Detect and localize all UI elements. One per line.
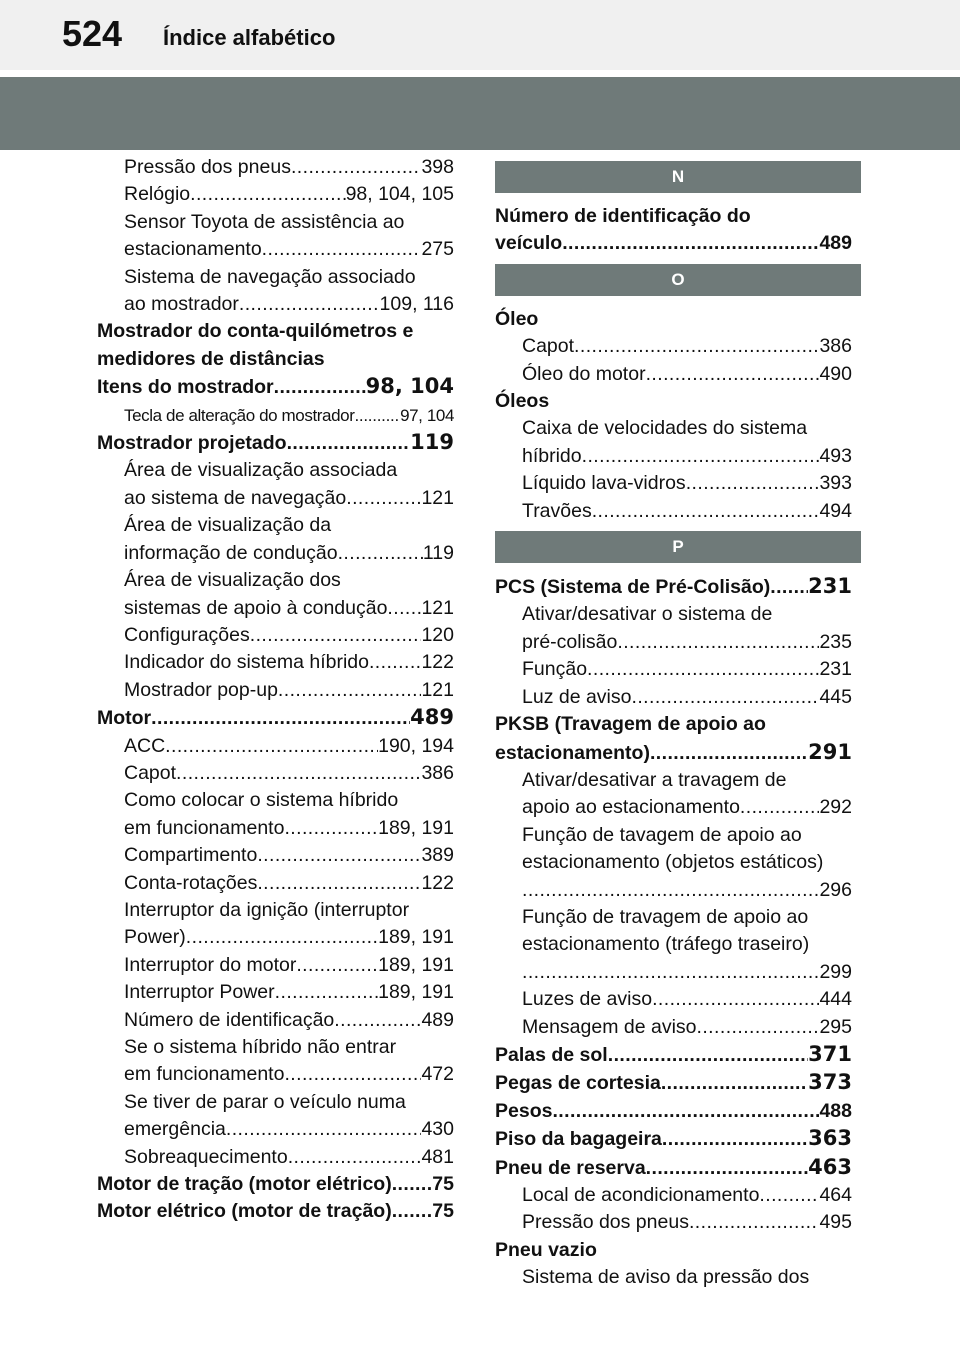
page-reference[interactable]: 444 xyxy=(819,988,852,1011)
index-subentry: Área de visualização associada xyxy=(124,459,398,482)
page-reference[interactable]: 495 xyxy=(819,1211,852,1234)
dot-leader xyxy=(686,470,820,497)
page-reference[interactable]: 489 xyxy=(421,1008,454,1031)
entry-text: híbrido xyxy=(522,444,582,467)
entry-text: Mensagem de aviso xyxy=(522,1015,697,1038)
page-reference[interactable]: 189, 191 xyxy=(378,981,454,1004)
page-reference[interactable]: 122 xyxy=(421,871,454,894)
entry-text: Palas de sol xyxy=(495,1043,608,1066)
index-subentry xyxy=(495,959,852,986)
index-subentry: estacionamento (objetos estáticos) xyxy=(522,851,824,874)
dot-leader xyxy=(278,677,422,704)
page-reference[interactable]: 386 xyxy=(421,761,454,784)
page-title: Índice alfabético xyxy=(163,25,336,50)
index-subentry xyxy=(97,842,454,869)
dot-leader xyxy=(650,740,808,767)
page-reference[interactable]: 231 xyxy=(819,658,852,681)
dot-leader xyxy=(759,1182,819,1209)
index-subentry xyxy=(97,1144,454,1171)
index-subentry xyxy=(97,649,454,676)
index-subentry xyxy=(97,924,454,951)
entry-text: pré-colisão xyxy=(522,630,618,653)
page-reference[interactable]: 398 xyxy=(421,156,454,178)
index-subentry xyxy=(495,1182,852,1209)
index-subentry xyxy=(495,443,852,470)
entry-text: Itens do mostrador xyxy=(97,376,274,399)
dot-leader xyxy=(354,402,400,429)
entry-text: Sobreaquecimento xyxy=(124,1145,288,1168)
page-reference[interactable]: 373 xyxy=(808,1070,852,1095)
page-reference[interactable]: 296 xyxy=(819,878,852,901)
entry-text: Relógio xyxy=(124,183,191,206)
dot-leader xyxy=(176,760,421,787)
dot-leader xyxy=(284,815,378,842)
dot-leader xyxy=(190,181,345,208)
page-reference[interactable]: 291 xyxy=(808,739,852,764)
index-subentry: Caixa de velocidades do sistema xyxy=(522,417,808,440)
dot-leader xyxy=(587,656,819,683)
entry-text: Capot xyxy=(522,335,575,358)
index-column-right xyxy=(495,154,852,1292)
page-reference[interactable]: 189, 191 xyxy=(378,953,454,976)
page-reference[interactable]: 393 xyxy=(819,472,852,495)
entry-text: Power) xyxy=(124,926,186,949)
index-entry xyxy=(97,1198,454,1225)
index-subentry: Sensor Toyota de assistência ao xyxy=(124,210,405,233)
dot-leader xyxy=(288,1144,422,1171)
entry-text: Capot xyxy=(124,761,177,784)
index-entry xyxy=(495,1098,852,1125)
entry-text: Óleo do motor xyxy=(522,362,646,385)
dot-leader xyxy=(617,629,819,656)
dot-leader xyxy=(186,924,378,951)
dot-leader xyxy=(296,952,378,979)
dot-leader xyxy=(740,794,820,821)
index-subentry xyxy=(97,402,454,429)
index-entry: PKSB (Travagem de apoio ao xyxy=(495,713,766,736)
dot-leader xyxy=(392,1198,433,1225)
index-entry xyxy=(495,1069,852,1097)
index-subentry xyxy=(97,1061,454,1088)
page-reference[interactable]: 75 xyxy=(432,1200,454,1223)
index-entry xyxy=(97,1171,454,1198)
entry-text: Líquido lava-vidros xyxy=(522,472,686,495)
dot-leader xyxy=(552,1098,819,1125)
entry-text: ACC xyxy=(124,734,166,757)
dot-leader xyxy=(346,485,421,512)
entry-text: sistemas de apoio à condução xyxy=(124,596,388,619)
index-subentry xyxy=(97,181,454,208)
page-reference[interactable]: 97, 104 xyxy=(400,405,454,425)
dot-leader xyxy=(262,236,422,263)
index-subentry: Função de travagem de apoio ao xyxy=(522,905,809,928)
dot-leader xyxy=(275,979,378,1006)
page-reference[interactable]: 464 xyxy=(819,1184,852,1206)
page-reference[interactable]: 445 xyxy=(819,685,852,708)
dot-leader xyxy=(338,540,423,567)
entry-text: informação de condução xyxy=(124,541,338,564)
entry-text: Configurações xyxy=(124,623,250,646)
index-entry: Mostrador do conta-quilómetros e xyxy=(97,320,414,343)
index-subentry: Área de visualização da xyxy=(124,514,332,537)
dot-leader xyxy=(522,877,819,904)
index-subentry xyxy=(97,733,454,760)
entry-text: Tecla de alteração do mostrador xyxy=(124,405,355,425)
page-reference[interactable]: 488 xyxy=(819,1099,852,1122)
index-subentry: Como colocar o sistema híbrido xyxy=(124,789,399,812)
index-subentry xyxy=(97,540,454,567)
page-reference[interactable]: 120 xyxy=(421,623,454,646)
entry-text: Luz de aviso xyxy=(522,685,632,708)
index-subentry xyxy=(97,870,454,897)
index-subentry xyxy=(97,1116,454,1143)
index-subentry xyxy=(97,979,454,1006)
index-subentry xyxy=(97,815,454,842)
index-subentry xyxy=(97,595,454,622)
page-reference[interactable]: 189, 191 xyxy=(378,926,454,949)
dot-leader xyxy=(392,1171,433,1198)
index-subentry xyxy=(495,333,852,360)
dot-leader xyxy=(697,1014,820,1041)
index-subentry: Sistema de aviso da pressão dos xyxy=(522,1266,810,1289)
index-entry: Óleo xyxy=(495,307,539,330)
entry-text: ao sistema de navegação xyxy=(124,486,347,509)
dot-leader xyxy=(226,1116,422,1143)
page-reference[interactable]: 430 xyxy=(421,1118,454,1141)
entry-text: Conta-rotações xyxy=(124,871,258,894)
index-entry: Número de identificação do xyxy=(495,205,751,227)
dot-leader xyxy=(652,986,819,1013)
page-reference[interactable]: 121 xyxy=(421,678,454,701)
index-subentry xyxy=(495,986,852,1013)
dot-leader xyxy=(661,1070,808,1097)
index-entry xyxy=(495,230,852,257)
page-reference[interactable]: 121 xyxy=(421,596,454,619)
index-subentry xyxy=(97,485,454,512)
page-reference[interactable]: 490 xyxy=(819,362,852,385)
index-entry xyxy=(97,373,454,401)
page-reference[interactable]: 235 xyxy=(819,630,852,653)
index-subentry: Função de tavagem de apoio ao xyxy=(522,823,802,846)
page-reference[interactable]: 389 xyxy=(421,844,454,867)
entry-text: Pressão dos pneus xyxy=(522,1211,689,1234)
index-subentry xyxy=(495,794,852,821)
index-entry xyxy=(495,1154,852,1182)
entry-text: estacionamento) xyxy=(495,741,650,764)
dot-leader xyxy=(689,1209,820,1236)
page-reference[interactable]: 489 xyxy=(410,705,454,730)
index-subentry xyxy=(97,154,454,181)
entry-text: estacionamento xyxy=(124,238,262,261)
index-subentry xyxy=(97,622,454,649)
entry-text: Mostrador projetado xyxy=(97,432,287,455)
index-column-left xyxy=(97,154,454,1226)
header-band xyxy=(0,77,960,150)
index-entry xyxy=(495,1041,852,1069)
index-entry xyxy=(495,573,852,601)
dot-leader xyxy=(165,733,378,760)
index-subentry xyxy=(495,1014,852,1041)
entry-text: ao mostrador xyxy=(124,293,239,316)
page-reference[interactable]: 75 xyxy=(432,1173,454,1196)
index-subentry: estacionamento (tráfego traseiro) xyxy=(522,933,810,956)
dot-leader xyxy=(369,649,421,676)
index-subentry xyxy=(495,470,852,497)
dot-leader xyxy=(387,595,421,622)
page-reference[interactable]: 489 xyxy=(819,232,852,255)
dot-leader xyxy=(257,870,421,897)
entry-text: emergência xyxy=(124,1118,226,1141)
entry-text: Motor de tração (motor elétrico) xyxy=(97,1173,392,1196)
entry-text: apoio ao estacionamento xyxy=(522,796,740,819)
page-reference[interactable]: 481 xyxy=(421,1145,454,1168)
page-reference[interactable]: 363 xyxy=(808,1126,852,1151)
entry-text: em funcionamento xyxy=(124,816,285,839)
index-entry: medidores de distâncias xyxy=(97,347,325,370)
dot-leader xyxy=(662,1126,808,1153)
dot-leader xyxy=(284,1061,421,1088)
entry-text: PCS (Sistema de Pré-Colisão) xyxy=(495,576,771,599)
dot-leader xyxy=(632,684,820,711)
section-letter-o: O xyxy=(495,264,861,296)
entry-text: Local de acondicionamento xyxy=(522,1184,760,1206)
page-reference[interactable]: 472 xyxy=(421,1063,454,1086)
dot-leader xyxy=(770,574,808,601)
page-reference[interactable]: 119 xyxy=(410,430,454,455)
index-subentry xyxy=(495,656,852,683)
index-subentry: Interruptor da ignição (interruptor xyxy=(124,898,410,921)
page-reference[interactable]: 371 xyxy=(808,1041,852,1066)
entry-text: Motor elétrico (motor de tração) xyxy=(97,1200,392,1223)
index-subentry xyxy=(97,236,454,263)
entry-text: Pneu de reserva xyxy=(495,1156,646,1179)
dot-leader xyxy=(646,1155,808,1182)
entry-text: Pressão dos pneus xyxy=(124,156,291,178)
page-reference[interactable]: 119 xyxy=(422,541,454,564)
index-subentry: Área de visualização dos xyxy=(124,569,341,592)
entry-text: em funcionamento xyxy=(124,1063,285,1086)
index-subentry xyxy=(495,684,852,711)
index-subentry xyxy=(495,1209,852,1236)
index-subentry xyxy=(97,291,454,318)
page-reference[interactable]: 109, 116 xyxy=(379,293,454,316)
index-subentry: Se o sistema híbrido não entrar xyxy=(124,1036,397,1058)
dot-leader xyxy=(608,1042,808,1069)
dot-leader xyxy=(592,498,820,525)
index-subentry xyxy=(495,629,852,656)
page-reference[interactable]: 231 xyxy=(808,574,852,599)
index-subentry xyxy=(495,498,852,525)
page-reference[interactable]: 494 xyxy=(819,499,852,522)
entry-text: Pegas de cortesia xyxy=(495,1072,661,1095)
index-subentry: Ativar/desativar a travagem de xyxy=(522,768,787,791)
entry-text: Interruptor do motor xyxy=(124,953,297,976)
page-reference[interactable]: 299 xyxy=(819,960,852,983)
index-subentry xyxy=(97,1007,454,1034)
entry-text: Luzes de aviso xyxy=(522,988,653,1011)
entry-text: Número de identificação xyxy=(124,1008,335,1031)
dot-leader xyxy=(287,430,411,457)
index-entry: Óleos xyxy=(495,390,550,413)
section-letter-n: N xyxy=(495,161,861,193)
index-entry xyxy=(97,429,454,457)
page-reference[interactable]: 292 xyxy=(819,796,852,819)
index-subentry xyxy=(495,361,852,388)
page-reference[interactable]: 275 xyxy=(421,238,454,261)
entry-text: Piso da bagageira xyxy=(495,1128,662,1151)
header-bar xyxy=(0,0,960,70)
page-reference[interactable]: 463 xyxy=(808,1154,852,1179)
page-reference[interactable]: 190, 194 xyxy=(378,734,454,757)
dot-leader xyxy=(291,154,422,181)
index-subentry: Ativar/desativar o sistema de xyxy=(522,603,773,626)
dot-leader xyxy=(582,443,820,470)
section-letter-p: P xyxy=(495,531,861,563)
page-reference[interactable]: 98, 104, 105 xyxy=(345,183,454,206)
dot-leader xyxy=(646,361,820,388)
page-reference[interactable]: 493 xyxy=(819,444,852,467)
entry-text: Interruptor Power xyxy=(124,981,275,1004)
entry-text: Indicador do sistema híbrido xyxy=(124,651,369,674)
index-subentry xyxy=(495,877,852,904)
index-subentry xyxy=(97,952,454,979)
entry-text: Travões xyxy=(522,499,592,522)
page-reference[interactable]: 98, 104 xyxy=(365,374,454,399)
entry-text: Função xyxy=(522,658,588,681)
entry-text: Mostrador pop-up xyxy=(124,678,278,701)
dot-leader xyxy=(151,705,410,732)
dot-leader xyxy=(250,622,422,649)
index-subentry: Se tiver de parar o veículo numa xyxy=(124,1090,406,1113)
index-entry xyxy=(97,704,454,732)
entry-text: veículo xyxy=(495,232,563,255)
dot-leader xyxy=(257,842,421,869)
dot-leader xyxy=(562,230,819,257)
dot-leader xyxy=(574,333,819,360)
index-subentry: Sistema de navegação associado xyxy=(124,265,416,288)
page-reference[interactable]: 121 xyxy=(421,486,454,509)
index-subentry xyxy=(97,760,454,787)
page-number: 524 xyxy=(62,13,123,54)
entry-text: Motor xyxy=(97,707,152,730)
dot-leader xyxy=(334,1007,421,1034)
entry-text: Pesos xyxy=(495,1099,553,1122)
entry-text: Compartimento xyxy=(124,844,258,867)
page-reference[interactable]: 122 xyxy=(421,651,454,674)
dot-leader xyxy=(239,291,380,318)
index-entry xyxy=(495,1125,852,1153)
dot-leader xyxy=(274,374,366,401)
index-entry xyxy=(495,739,852,767)
index-subentry xyxy=(97,677,454,704)
dot-leader xyxy=(522,959,819,986)
index-entry: Pneu vazio xyxy=(495,1238,597,1261)
page-reference[interactable]: 295 xyxy=(819,1015,852,1038)
page-reference[interactable]: 386 xyxy=(819,335,852,358)
page-reference[interactable]: 189, 191 xyxy=(378,816,454,839)
